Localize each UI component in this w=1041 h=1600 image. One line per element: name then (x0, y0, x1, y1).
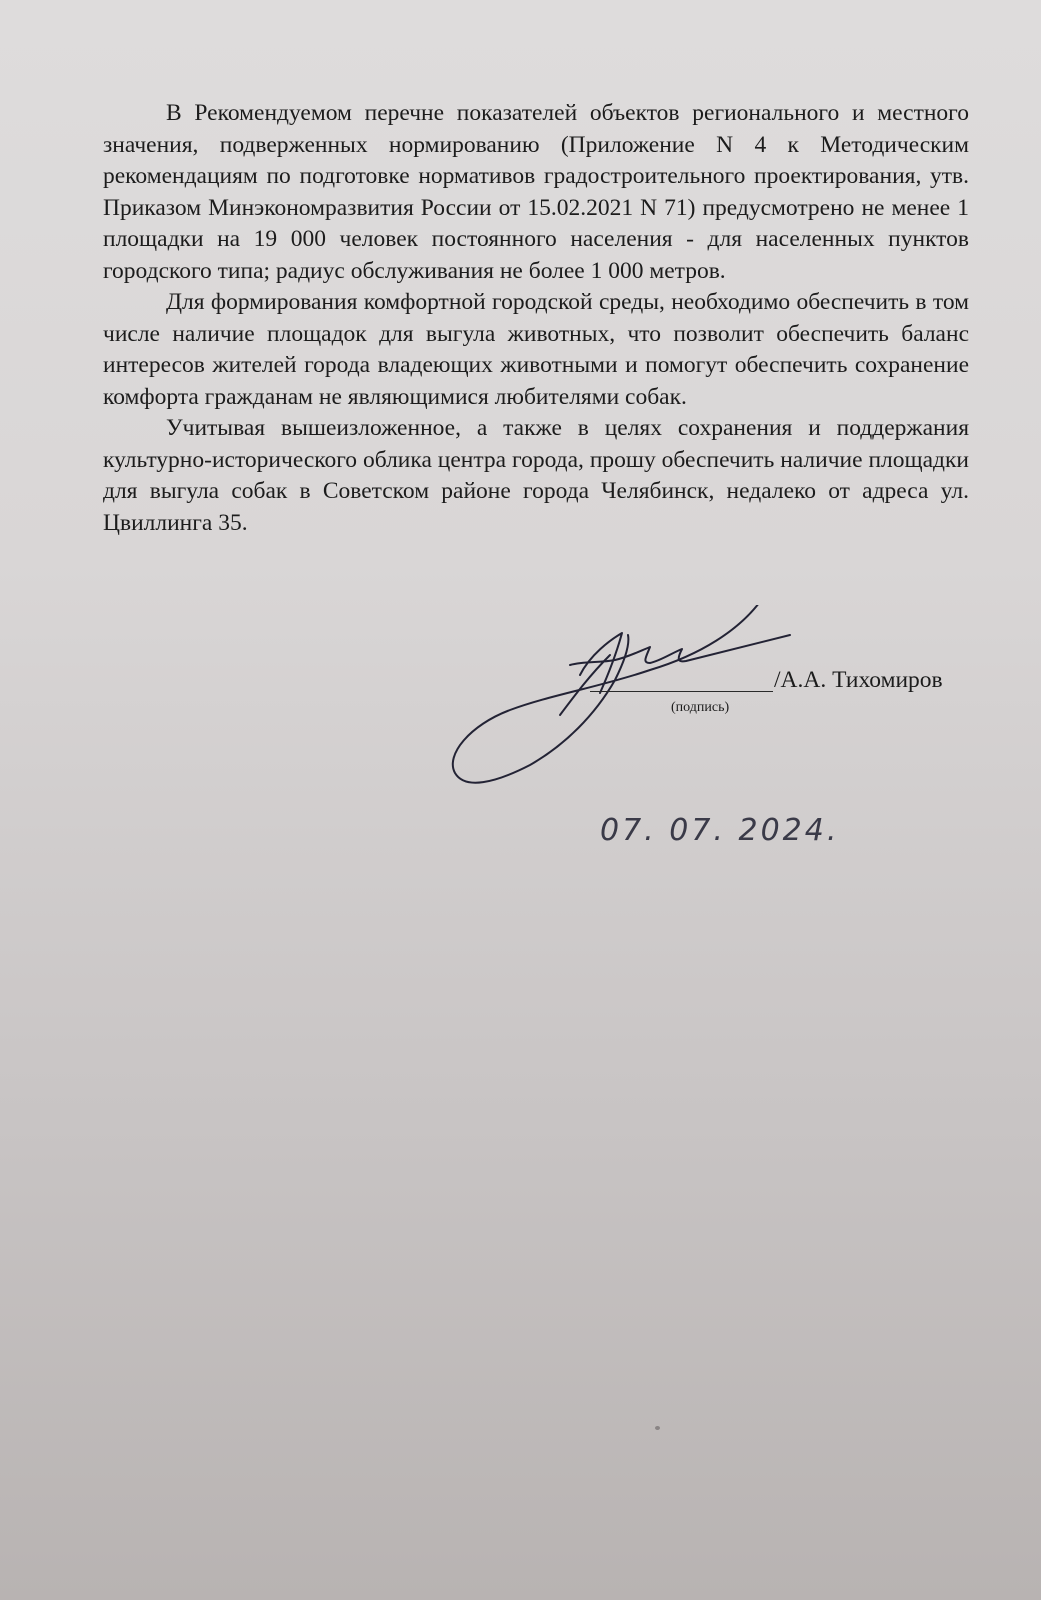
paragraph-1: В Рекомендуемом перечне показателей объектов регионального и местного значения, подверженных нормированию (Приложение N 4 к Методическим рекомендациям по подготовке нормативов градостроительного проектирования, утв. Приказом Минэкономразвития России от 15.02.2021 N 71) предусмотрено не менее 1 площадки на 19 000 человек постоянного населения - для населенных пунктов городского типа; радиус обслуживания не более 1 000 метров. (103, 100, 969, 284)
handwritten-signature (450, 605, 810, 795)
signature-line (590, 691, 773, 692)
handwritten-date-text: 07. 07. 2024. (600, 813, 840, 848)
letter-body (103, 98, 969, 539)
paper-speck (655, 1426, 660, 1430)
handwritten-date (600, 806, 890, 850)
paragraph-2: Для формирования комфортной городской среды, необходимо обеспечить в том числе наличие площадок для выгула животных, что позволит обеспечить баланс интересов жителей города владеющих животными и помогут обеспечить сохранение комфорта гражданам не являющимися любителями собак. (103, 289, 969, 410)
signatory-name: /А.А. Тихомиров (774, 667, 943, 693)
paragraph-3: Учитывая вышеизложенное, а также в целях сохранения и поддержания культурно-исторического облика центра города, прошу обеспечить наличие площадки для выгула собак в Советском районе города Челябинск, недалеко от адреса ул. Цвиллинга 35. (103, 415, 969, 536)
signature-caption: (подпись) (671, 700, 730, 715)
